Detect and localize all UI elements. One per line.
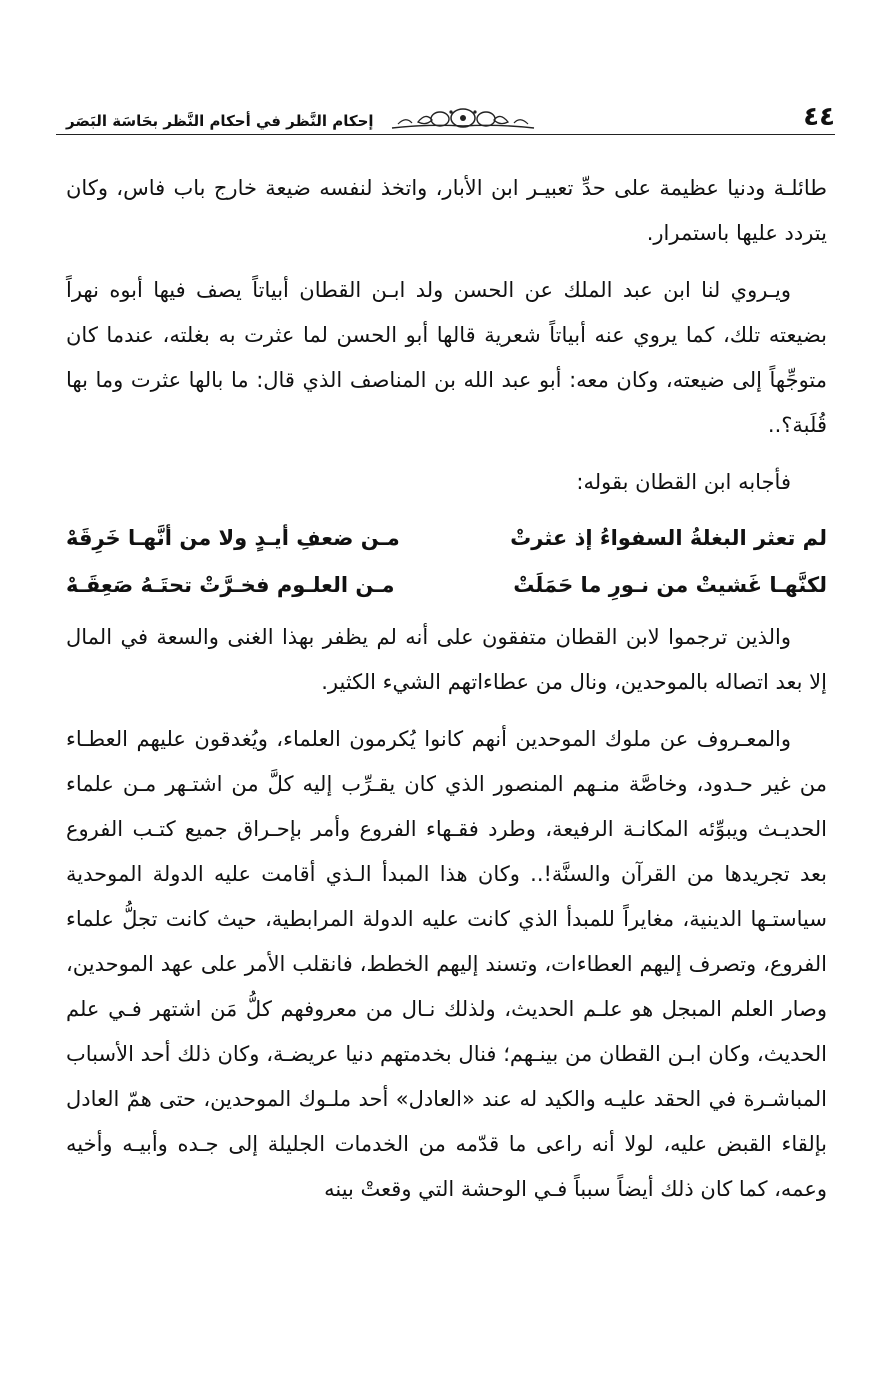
verse-2-first-hemistich: لكنَّهـا غَشيتْ من نـورِ ما حَمَلَتْ: [513, 573, 827, 597]
verse-1-second-hemistich: مـن ضعفِ أيـدٍ ولا من أنَّهـا خَرِقَهْ: [66, 526, 400, 550]
decorative-ornament-icon: [374, 104, 804, 132]
paragraph-2: ويـروي لنا ابن عبد الملك عن الحسن ولد ابـن القطان أبياتاً يصف فيها أبوه نهراً بضيعته تلك، كما يروي عنه أبياتاً شعرية قالها أبو الحسن لما عثرت به بغلته، عندما كان متوجِّهاً إلى ضيعته، وكان معه: أبو عبد الله بن المناصف الذي قال: ما بالها عثرت وما بها قُلَبة؟..: [66, 278, 827, 437]
page-body: [66, 166, 827, 1224]
verse-1-first-hemistich: لم تعثر البغلةُ السفواءُ إذ عثرتْ: [510, 526, 827, 550]
paragraph-1: طائلـة ودنيا عظيمة على حدِّ تعبيـر ابن الأبار، واتخذ لنفسه ضيعة خارج باب فاس، وكان يتردد عليها باستمرار.: [66, 176, 827, 245]
paragraph-5: والمعـروف عن ملوك الموحدين أنهم كانوا يُكرمون العلماء، ويُغدقون عليهم العطـاء من غير حـدود، وخاصَّة منـهم المنصور الذي كان يقـرِّب إليه كلَّ من اشتـهر مـن علماء الحديـث ويبوِّئه المكانـة الرفيعة، وطرد فقـهاء الفروع وأمر بإحـراق جميع كتـب الفروع بعد تجريدها من القرآن والسنَّة!.. وكان هذا المبدأ الـذي أقامت عليه الدولة الموحدية سياستـها الدينية، مغايراً للمبدأ الذي كانت عليه الدولة المرابطية، حيث كانت تجلُّ علماء الفروع، وتصرف إليهم العطاءات، وتسند إليهم الخطط، فانقلب الأمر على عهد الموحدين، وصار العلم المبجل هو علـم الحديث، ولذلك نـال من معروفهم كلُّ مَن اشتهر فـي علم الحديث، وكان ابـن القطان من بينـهم؛ فنال بخدمتهم دنيا عريضـة، وكان ذلك أحد الأسباب المباشـرة في الحقد عليـه والكيد له عند «العادل» أحد ملـوك الموحدين، حتى همّ العادل بإلقاء القبض عليه، لولا أنه راعى ما قدّمه من الخدمات الجليلة إلى جـده وأبيـه وأخيه وعمه، كما كان ذلك أيضاً سبباً فـي الوحشة التي وقعتْ بينه: [66, 727, 827, 1201]
page-number: ٤٤: [803, 102, 835, 132]
verse-2-second-hemistich: مـن العلـوم فخـرَّتْ تحتَـهُ صَعِقَـهْ: [66, 573, 395, 597]
poem-verses: [66, 515, 827, 609]
running-title: إحكام النَّظر في أحكام النَّظر بحَاسَة البَصَر: [66, 112, 374, 130]
verse-1: [66, 515, 827, 562]
page-header: [56, 92, 835, 132]
paragraph-4: والذين ترجموا لابن القطان متفقون على أنه لم يظفر بهذا الغنى والسعة في المال إلا بعد اتصاله بالموحدين، ونال من عطاءاتهم الشيء الكثير.: [66, 625, 827, 694]
verse-2: [66, 562, 827, 609]
ornament-svg: [388, 104, 538, 132]
header-rule: [56, 134, 835, 135]
paragraph-3: فأجابه ابن القطان بقوله:: [576, 470, 791, 494]
